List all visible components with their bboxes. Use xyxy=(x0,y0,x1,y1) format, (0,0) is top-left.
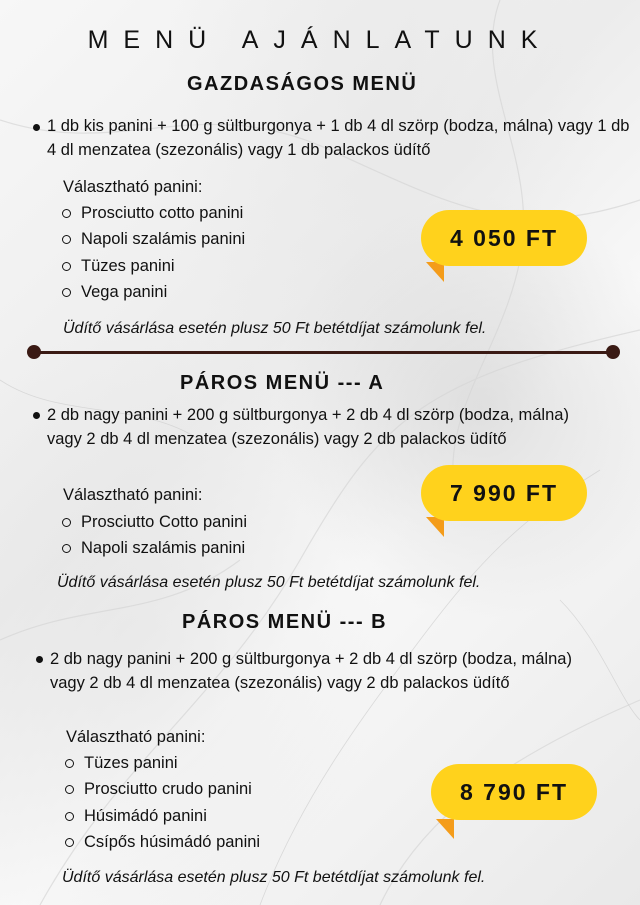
options-list xyxy=(62,200,362,306)
option-item: Napoli szalámis panini xyxy=(62,536,362,563)
price-badge: 7 990 FT xyxy=(421,465,587,521)
menu-description: 2 db nagy panini + 200 g sültburgonya + 2 db 4 dl szörp (bodza, málna) vagy 2 db 4 dl menzatea (szezonális) vagy 2 db palackos üdítő xyxy=(50,650,572,692)
circle-bullet-icon xyxy=(65,759,74,768)
page-title: MENÜ AJÁNLATUNK xyxy=(87,26,553,54)
circle-bullet-icon xyxy=(62,209,71,218)
price-badge: 8 790 FT xyxy=(431,764,597,820)
option-item: Húsimádó panini xyxy=(65,803,365,830)
options-label: Választható panini: xyxy=(63,486,203,504)
circle-bullet-icon xyxy=(62,288,71,297)
circle-bullet-icon xyxy=(62,262,71,271)
bullet-dot xyxy=(33,412,40,419)
option-item: Tüzes panini xyxy=(62,253,362,280)
option-item: Prosciutto crudo panini xyxy=(65,777,365,804)
circle-bullet-icon xyxy=(65,812,74,821)
section-title-paros-b: PÁROS MENÜ --- B xyxy=(182,611,388,633)
option-item: Csípős húsimádó panini xyxy=(65,830,365,857)
option-item: Napoli szalámis panini xyxy=(62,227,362,254)
bullet-dot xyxy=(36,656,43,663)
section-title-gazdasagos: GAZDASÁGOS MENÜ xyxy=(187,73,418,95)
option-item: Vega panini xyxy=(62,280,362,307)
section-divider xyxy=(34,351,614,354)
circle-bullet-icon xyxy=(62,235,71,244)
options-list xyxy=(65,750,365,856)
circle-bullet-icon xyxy=(62,518,71,527)
circle-bullet-icon xyxy=(65,838,74,847)
deposit-note: Üdítő vásárlása esetén plusz 50 Ft betétdíjat számolunk fel. xyxy=(62,869,486,886)
options-list xyxy=(62,509,362,562)
section-title-paros-a: PÁROS MENÜ --- A xyxy=(180,372,385,394)
circle-bullet-icon xyxy=(62,544,71,553)
deposit-note: Üdítő vásárlása esetén plusz 50 Ft betétdíjat számolunk fel. xyxy=(57,574,481,591)
circle-bullet-icon xyxy=(65,785,74,794)
menu-description: 2 db nagy panini + 200 g sültburgonya + 2 db 4 dl szörp (bodza, málna) vagy 2 db 4 dl menzatea (szezonális) vagy 2 db palackos üdítő xyxy=(47,406,569,448)
option-item: Tüzes panini xyxy=(65,750,365,777)
divider-right-dot xyxy=(606,345,620,359)
price-badge: 4 050 FT xyxy=(421,210,587,266)
price-bubble-tail xyxy=(436,819,454,839)
option-item: Prosciutto cotto panini xyxy=(62,200,362,227)
options-label: Választható panini: xyxy=(66,728,206,746)
options-label: Választható panini: xyxy=(63,178,203,196)
option-item: Prosciutto Cotto panini xyxy=(62,509,362,536)
menu-description: 1 db kis panini + 100 g sültburgonya + 1 db 4 dl szörp (bodza, málna) vagy 1 db 4 dl menzatea (szezonális) vagy 1 db palackos üdítő xyxy=(47,117,630,159)
bullet-dot xyxy=(33,124,40,131)
deposit-note: Üdítő vásárlása esetén plusz 50 Ft betétdíjat számolunk fel. xyxy=(63,320,487,337)
